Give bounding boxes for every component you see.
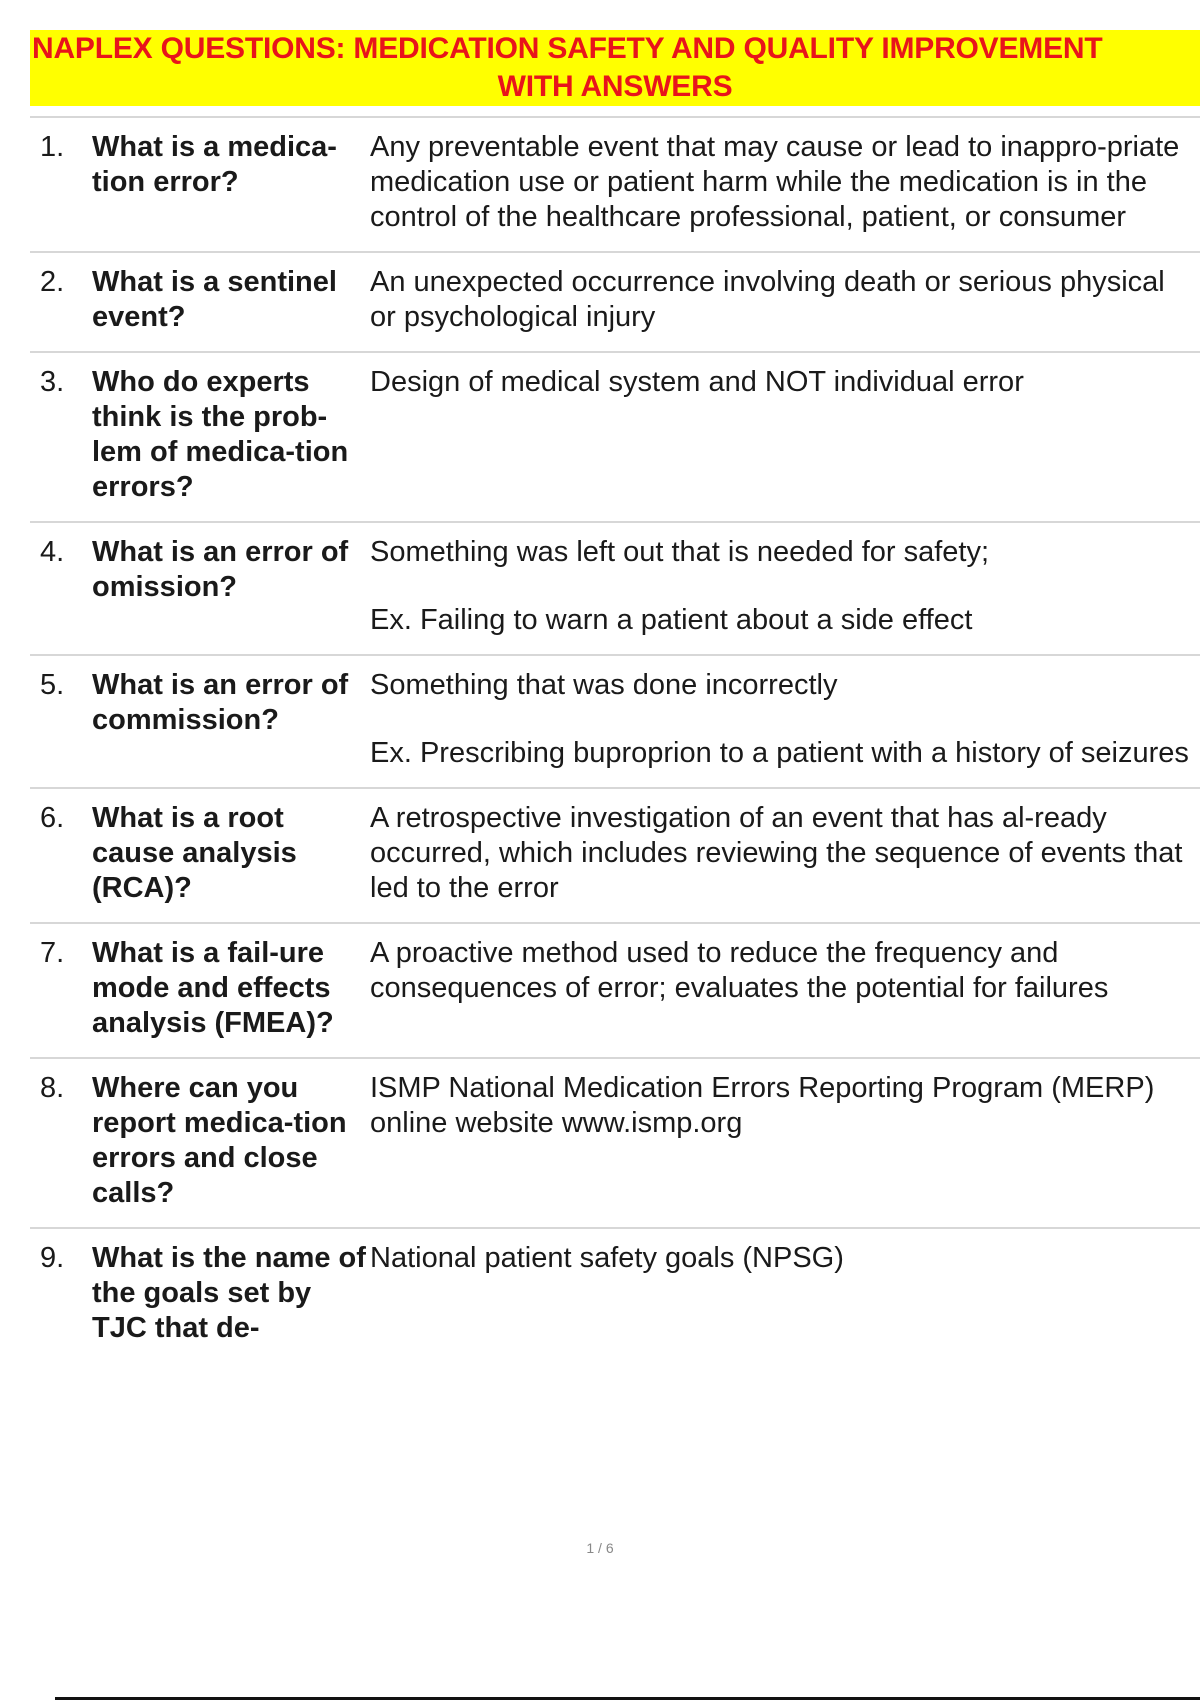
qa-row [30, 521, 1200, 654]
qa-row [30, 922, 1200, 1057]
question-number: 3. [40, 366, 65, 398]
answer-text [367, 535, 1195, 638]
question-number: 1. [40, 131, 65, 163]
question-text: Who do experts think is the prob-lem of medica-tion errors? [92, 366, 349, 503]
question-text: What is an error of omission? [92, 536, 349, 603]
qa-row [30, 787, 1200, 922]
answer-paragraph: Something was left out that is needed for safety; [370, 536, 990, 568]
question-number: 9. [40, 1242, 65, 1274]
question-number: 2. [40, 266, 65, 298]
question-number: 4. [40, 536, 65, 568]
qa-row [30, 116, 1200, 251]
answer-text [367, 265, 1195, 335]
qa-row [30, 351, 1200, 521]
answer-text [367, 668, 1195, 771]
answer-paragraph: An unexpected occurrence involving death or serious physical or psychological injury [370, 266, 1165, 333]
answer-paragraph: A proactive method used to reduce the frequency and consequences of error; evaluates the potential for failures [370, 937, 1109, 1004]
question-text: What is a medica-tion error? [92, 131, 337, 198]
answer-text [367, 936, 1195, 1041]
title-line-1-text: NAPLEX QUESTIONS: MEDICATION SAFETY AND QUALITY IMPROVEMENT [32, 32, 1103, 65]
question-text: What is a fail-ure mode and effects analysis (FMEA)? [92, 937, 334, 1039]
question-number: 5. [40, 669, 65, 701]
question-text: What is an error of commission? [92, 669, 349, 736]
answer-text [367, 1071, 1195, 1211]
title-line-2 [30, 68, 1200, 106]
answer-paragraph: Design of medical system and NOT individual error [370, 366, 1024, 398]
answer-paragraph: Ex. Failing to warn a patient about a side effect [370, 604, 973, 636]
question-text: What is the name of the goals set by TJC that de- [92, 1242, 366, 1344]
question-text: What is a root cause analysis (RCA)? [92, 802, 297, 904]
answer-paragraph: Something that was done incorrectly [370, 669, 838, 701]
qa-row [30, 1057, 1200, 1227]
title-line-1 [30, 30, 1200, 68]
title-line-2-text: WITH ANSWERS [497, 70, 733, 103]
answer-paragraph: ISMP National Medication Errors Reporting Program (MERP) online website www.ismp.org [370, 1072, 1155, 1139]
question-number: 8. [40, 1072, 65, 1104]
qa-row [30, 251, 1200, 351]
qa-table [30, 116, 1200, 1362]
answer-paragraph: Ex. Prescribing buproprion to a patient with a history of seizures [370, 737, 1189, 769]
question-number: 6. [40, 802, 65, 834]
answer-text [367, 1241, 1195, 1346]
question-text: What is a sentinel event? [92, 266, 337, 333]
qa-row [30, 654, 1200, 787]
answer-paragraph: Any preventable event that may cause or lead to inappro-priate medication use or patient harm while the medication is in the control of the healthcare professional, patient, or consumer [370, 131, 1180, 233]
answer-text [367, 130, 1195, 235]
document-title [30, 30, 1200, 106]
answer-paragraph: A retrospective investigation of an event that has al-ready occurred, which includes reviewing the sequence of events that led to the error [370, 802, 1183, 904]
question-text: Where can you report medica-tion errors and close calls? [92, 1072, 347, 1209]
answer-text [367, 801, 1195, 906]
qa-row [30, 1227, 1200, 1362]
answer-paragraph: National patient safety goals (NPSG) [370, 1242, 844, 1274]
page-number: 1 / 6 [586, 1540, 614, 1556]
question-number: 7. [40, 937, 65, 969]
answer-text [367, 365, 1195, 505]
